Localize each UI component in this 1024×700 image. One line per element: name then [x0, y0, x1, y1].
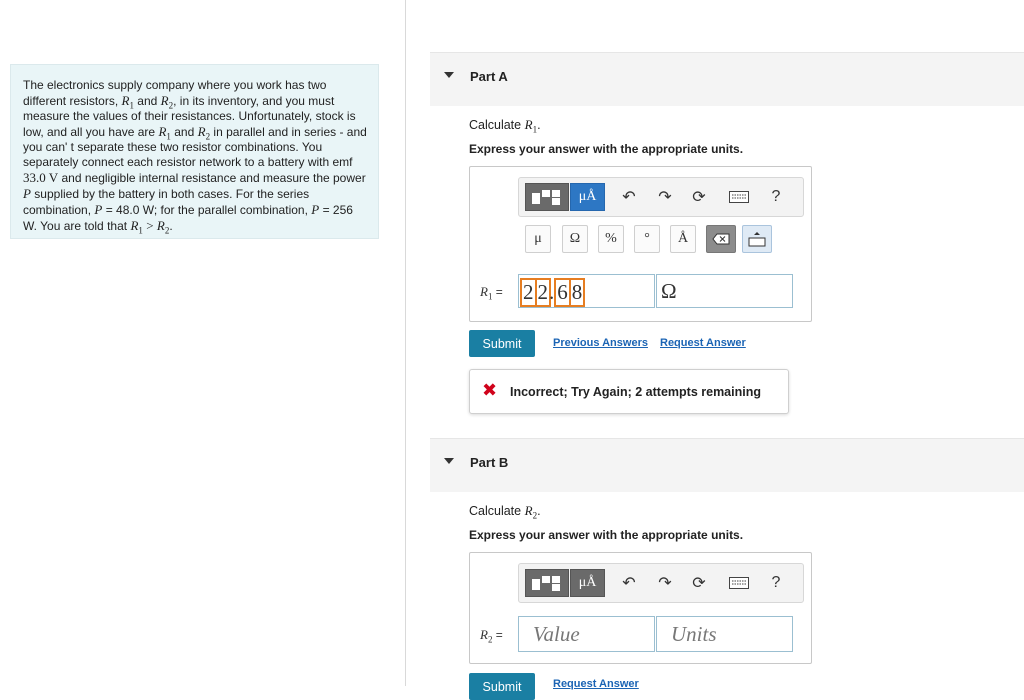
math-toolbar	[518, 177, 804, 217]
parallel-power: = 256 W	[23, 203, 353, 233]
help-icon[interactable]: ?	[771, 188, 781, 205]
r1-units-input[interactable]: Ω	[656, 274, 793, 308]
keyboard-icon[interactable]	[725, 183, 753, 211]
math-toolbar	[518, 563, 804, 603]
keyboard-icon[interactable]	[725, 569, 753, 597]
redo-icon[interactable]: ↷	[658, 189, 672, 206]
part-a-instructions: Express your answer with the appropriate units.	[469, 142, 744, 156]
undo-icon[interactable]: ↶	[622, 575, 636, 592]
part-b-answer-box	[469, 552, 812, 664]
part-a-prompt: Calculate $R_1$.	[469, 117, 541, 135]
part-b-instructions: Express your answer with the appropriate units.	[469, 528, 744, 542]
r2-value-input[interactable]: Value	[518, 616, 655, 652]
feedback-message: ✖ Incorrect; Try Again; 2 attempts remaining	[469, 369, 789, 414]
r1-value-input[interactable]: 2 2. 6 8	[518, 274, 655, 308]
part-a-submit-button[interactable]: Submit	[469, 330, 535, 357]
r1-symbol: $R_1$	[121, 93, 134, 111]
undo-icon[interactable]: ↶	[622, 189, 636, 206]
percent-button[interactable]: %	[598, 225, 624, 253]
help-icon[interactable]: ?	[771, 574, 781, 591]
r2-label: $R_2$ =	[480, 627, 503, 645]
units-icon[interactable]: μÅ	[570, 569, 605, 597]
request-answer-link-b[interactable]: Request Answer	[553, 678, 639, 690]
templates-icon[interactable]	[525, 183, 569, 211]
r2-symbol: $R_2$	[160, 93, 174, 111]
templates-icon[interactable]	[525, 569, 569, 597]
degree-button[interactable]: °	[634, 225, 660, 253]
part-b-header[interactable]	[430, 438, 1024, 492]
units-icon[interactable]: μÅ	[570, 183, 605, 211]
emf-value: 33.0 V	[23, 170, 59, 185]
reset-icon[interactable]: ⟳	[692, 575, 706, 592]
reset-icon[interactable]: ⟳	[692, 189, 706, 206]
part-a-answer-box	[469, 166, 812, 322]
mu-button[interactable]: μ	[525, 225, 551, 253]
r2-units-input[interactable]: Units	[656, 616, 793, 652]
part-b-submit-button[interactable]: Submit	[469, 673, 535, 700]
ohm-button[interactable]: Ω	[562, 225, 588, 253]
angstrom-button[interactable]: Å	[670, 225, 696, 253]
previous-answers-link[interactable]: Previous Answers	[553, 337, 648, 349]
request-answer-link-a[interactable]: Request Answer	[660, 337, 746, 349]
part-b-prompt: Calculate $R_2$.	[469, 503, 541, 521]
part-b-title: Part B	[470, 455, 509, 470]
problem-statement: The electronics supply company where you work has two different resistors, $R_1$ and $R_2$, in its inventory, and you must measure the values of their resistances. Unfortunately, stock is low, and all you have are $R_1$ and $R_2$ in parallel and in series - and you can' t separate these two resistor combinations. You separately connect each resistor network to a battery with emf 33.0 V and negligible internal resistance and measure the power P supplied by the battery in both cases. For the series combination, P = 48.0 W; for the parallel combination, P = 256 W. You are told that $R_1 > R_2$.	[10, 64, 379, 239]
keyboard-toggle-icon[interactable]	[742, 225, 772, 253]
r1-label: $R_1$ =	[480, 284, 503, 302]
part-a-title: Part A	[470, 69, 508, 84]
redo-icon[interactable]: ↷	[658, 575, 672, 592]
backspace-icon[interactable]	[706, 225, 736, 253]
incorrect-icon: ✖	[482, 380, 498, 400]
collapse-caret-icon[interactable]	[444, 72, 454, 78]
collapse-caret-icon[interactable]	[444, 458, 454, 464]
part-a-header[interactable]	[430, 52, 1024, 106]
column-divider	[405, 0, 406, 686]
series-power: = 48.0 W	[105, 203, 154, 217]
